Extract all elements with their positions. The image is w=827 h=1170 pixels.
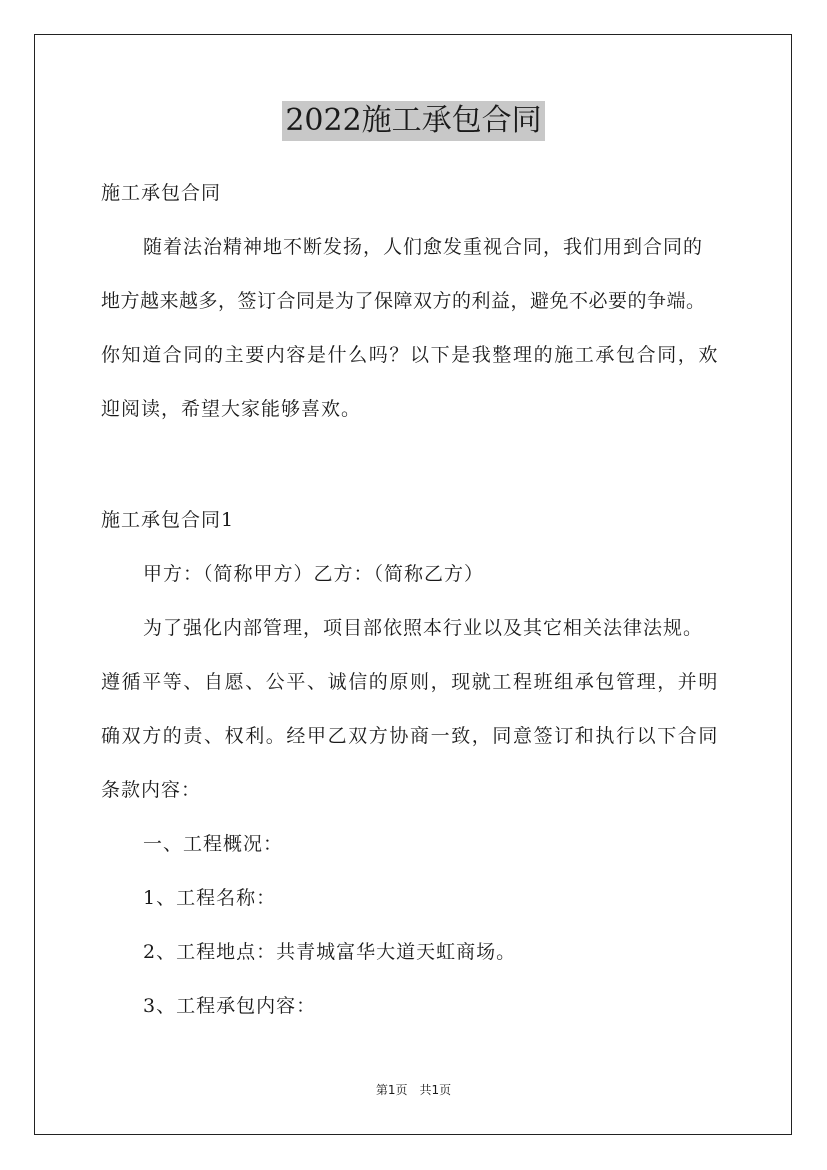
section-heading: 施工承包合同1 — [101, 509, 235, 531]
intro-line-1: 随着法治精神地不断发扬，人们愈发重视合同，我们用到合同的 — [143, 236, 704, 258]
intro-line-4: 迎阅读，希望大家能够喜欢。 — [101, 398, 362, 420]
item-3: 3、工程承包内容： — [143, 995, 317, 1017]
intro-line-2: 地方越来越多，签订合同是为了保障双方的利益，避免不必要的争端。 — [101, 290, 706, 312]
intro-heading: 施工承包合同 — [101, 182, 222, 204]
purpose-line-1: 为了强化内部管理，项目部依照本行业以及其它相关法律法规。 — [143, 617, 704, 639]
item-1: 1、工程名称： — [143, 887, 277, 909]
purpose-line-3: 确双方的责、权利。经甲乙双方协商一致，同意签订和执行以下合同 — [101, 725, 720, 747]
intro-line-3: 你知道合同的主要内容是什么吗？以下是我整理的施工承包合同，欢 — [101, 344, 720, 366]
clause-heading: 一、工程概况： — [143, 833, 284, 855]
item-2: 2、工程地点：共青城富华大道天虹商场。 — [143, 941, 517, 963]
title-container — [0, 101, 827, 141]
purpose-line-4: 条款内容： — [101, 779, 202, 801]
purpose-line-2: 遵循平等、自愿、公平、诚信的原则，现就工程班组承包管理，并明 — [101, 671, 720, 693]
page-footer: 第1页 共1页 — [375, 1083, 452, 1097]
document-title: 2022施工承包合同 — [282, 101, 544, 141]
parties-line: 甲方：（简称甲方）乙方：（简称乙方） — [143, 563, 485, 585]
